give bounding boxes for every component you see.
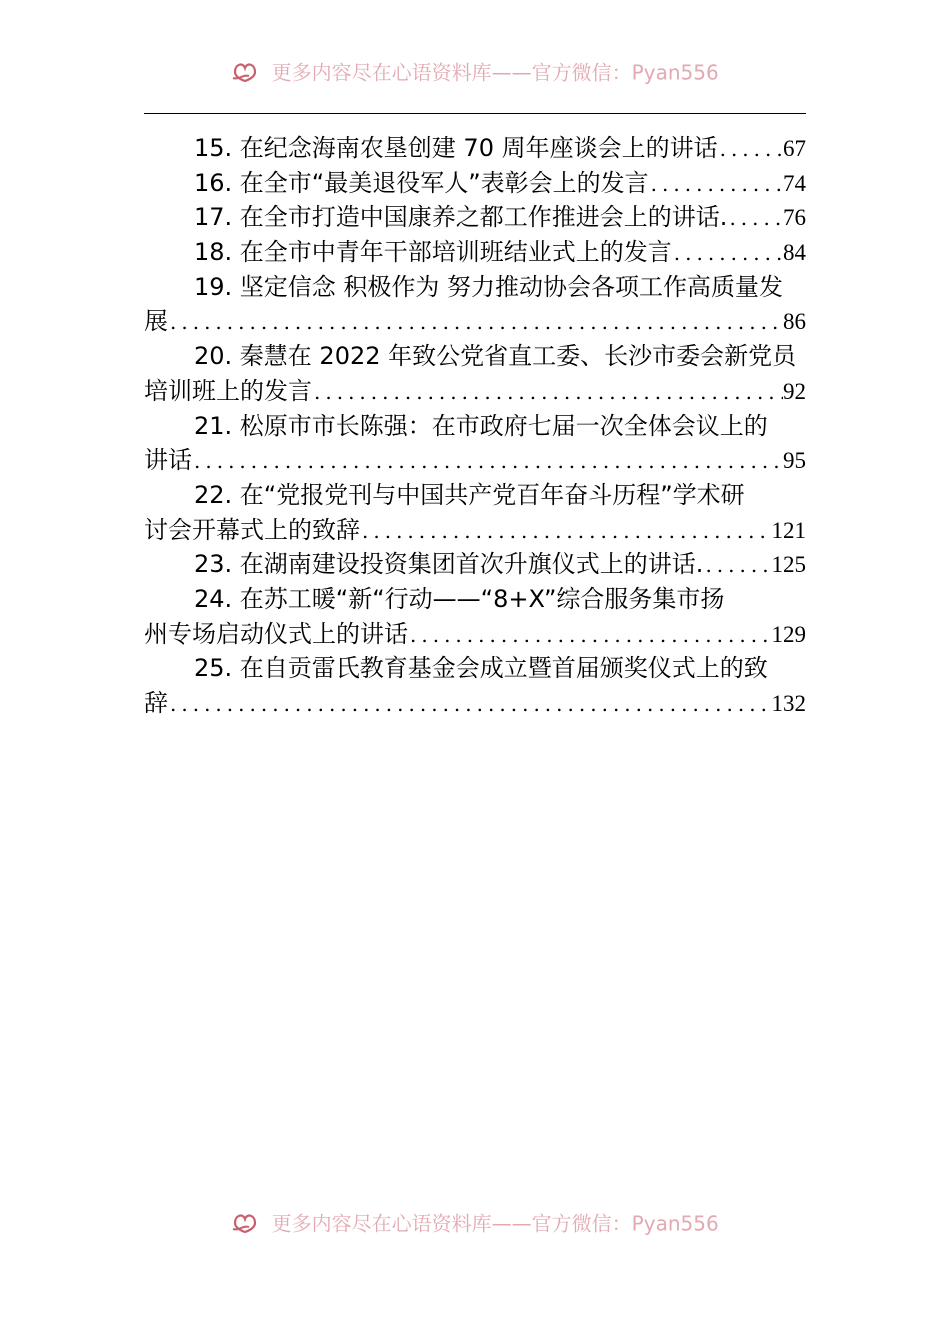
- toc-entry-title: 17. 在全市打造中国康养之都工作推进会上的讲话.: [194, 203, 728, 232]
- toc-entry-title: 培训班上的发言: [144, 376, 312, 405]
- toc-entry-title: 20. 秦慧在 2022 年致公党省直工委、长沙市委会新党员: [194, 342, 797, 371]
- toc-entry-title: 州专场启动仪式上的讲话: [144, 619, 408, 648]
- toc-entry-title: 讲话: [144, 446, 192, 475]
- toc-entry: [144, 547, 806, 582]
- toc-entry-title: 24. 在苏工暖“新“行动——“8+X”综合服务集市扬: [194, 584, 725, 613]
- toc-entry-continuation: [144, 617, 806, 652]
- watermark-top: [0, 58, 950, 87]
- toc-leader-dots: [312, 375, 783, 409]
- toc-page-number: 132: [771, 691, 806, 716]
- toc-leader-dots: [168, 687, 772, 721]
- toc-entry: [144, 131, 806, 166]
- table-of-contents: [144, 131, 806, 721]
- toc-entry-title: 23. 在湖南建设投资集团首次升旗仪式上的讲话.: [194, 550, 704, 579]
- toc-entry: [144, 270, 806, 305]
- toc-entry-continuation: [144, 443, 806, 478]
- toc-entry-title: 18. 在全市中青年干部培训班结业式上的发言: [194, 238, 672, 267]
- toc-entry-title: 15. 在纪念海南农垦创建 70 周年座谈会上的讲话: [194, 134, 718, 162]
- toc-entry-continuation: [144, 374, 806, 409]
- toc-leader-dots: [672, 236, 783, 270]
- toc-leader-dots: [649, 167, 783, 201]
- watermark-text: 更多内容尽在心语资料库——官方微信：Pyan556: [271, 1211, 719, 1236]
- toc-page-number: 95: [783, 448, 806, 474]
- toc-entry-title: 22. 在“党报党刊与中国共产党百年奋斗历程”学术研: [194, 480, 745, 509]
- toc-entry: [144, 582, 806, 617]
- toc-page-number: 129: [771, 621, 806, 647]
- toc-leader-dots: [727, 201, 783, 235]
- toc-entry: [144, 409, 806, 444]
- toc-entry: [144, 200, 806, 235]
- toc-page-number: 125: [771, 552, 806, 578]
- toc-entry-title: 16. 在全市“最美退役军人”表彰会上的发言: [194, 168, 649, 197]
- toc-page-number: 76: [783, 205, 806, 231]
- toc-page-number: 121: [771, 517, 806, 543]
- toc-entry-title: 25. 在自贡雷氏教育基金会成立暨首届颁奖仪式上的致: [194, 654, 768, 683]
- toc-entry-continuation: [144, 513, 806, 548]
- toc-entry-title: 展: [144, 307, 168, 336]
- toc-entry: [144, 651, 806, 686]
- toc-entry-continuation: [144, 686, 806, 721]
- toc-leader-dots: [408, 618, 772, 652]
- watermark-bottom: [0, 1209, 950, 1238]
- toc-entry-title: 21. 松原市市长陈强：在市政府七届一次全体会议上的: [194, 411, 768, 440]
- header-rule: [144, 113, 806, 114]
- toc-page-number: 74: [783, 170, 806, 196]
- watermark-text: 更多内容尽在心语资料库——官方微信：Pyan556: [271, 60, 719, 85]
- toc-page-number: 67: [783, 136, 806, 161]
- toc-leader-dots: [192, 444, 783, 478]
- toc-entry-title: 讨会开幕式上的致辞: [144, 515, 360, 544]
- toc-entry-title: 19. 坚定信念 积极作为 努力推动协会各项工作高质量发: [194, 272, 784, 301]
- toc-entry: [144, 235, 806, 270]
- toc-entry: [144, 166, 806, 201]
- toc-page-number: 92: [783, 378, 806, 404]
- logo-icon: [231, 1209, 259, 1238]
- toc-entry: [144, 478, 806, 513]
- logo-icon: [231, 58, 259, 87]
- toc-page-number: 86: [783, 309, 806, 335]
- toc-entry: [144, 339, 806, 374]
- toc-leader-dots: [168, 305, 783, 339]
- toc-leader-dots: [360, 514, 772, 548]
- toc-entry-continuation: [144, 304, 806, 339]
- toc-leader-dots: [718, 132, 783, 166]
- toc-page-number: 84: [783, 240, 806, 266]
- toc-leader-dots: [703, 548, 771, 582]
- toc-entry-title: 辞: [144, 689, 168, 717]
